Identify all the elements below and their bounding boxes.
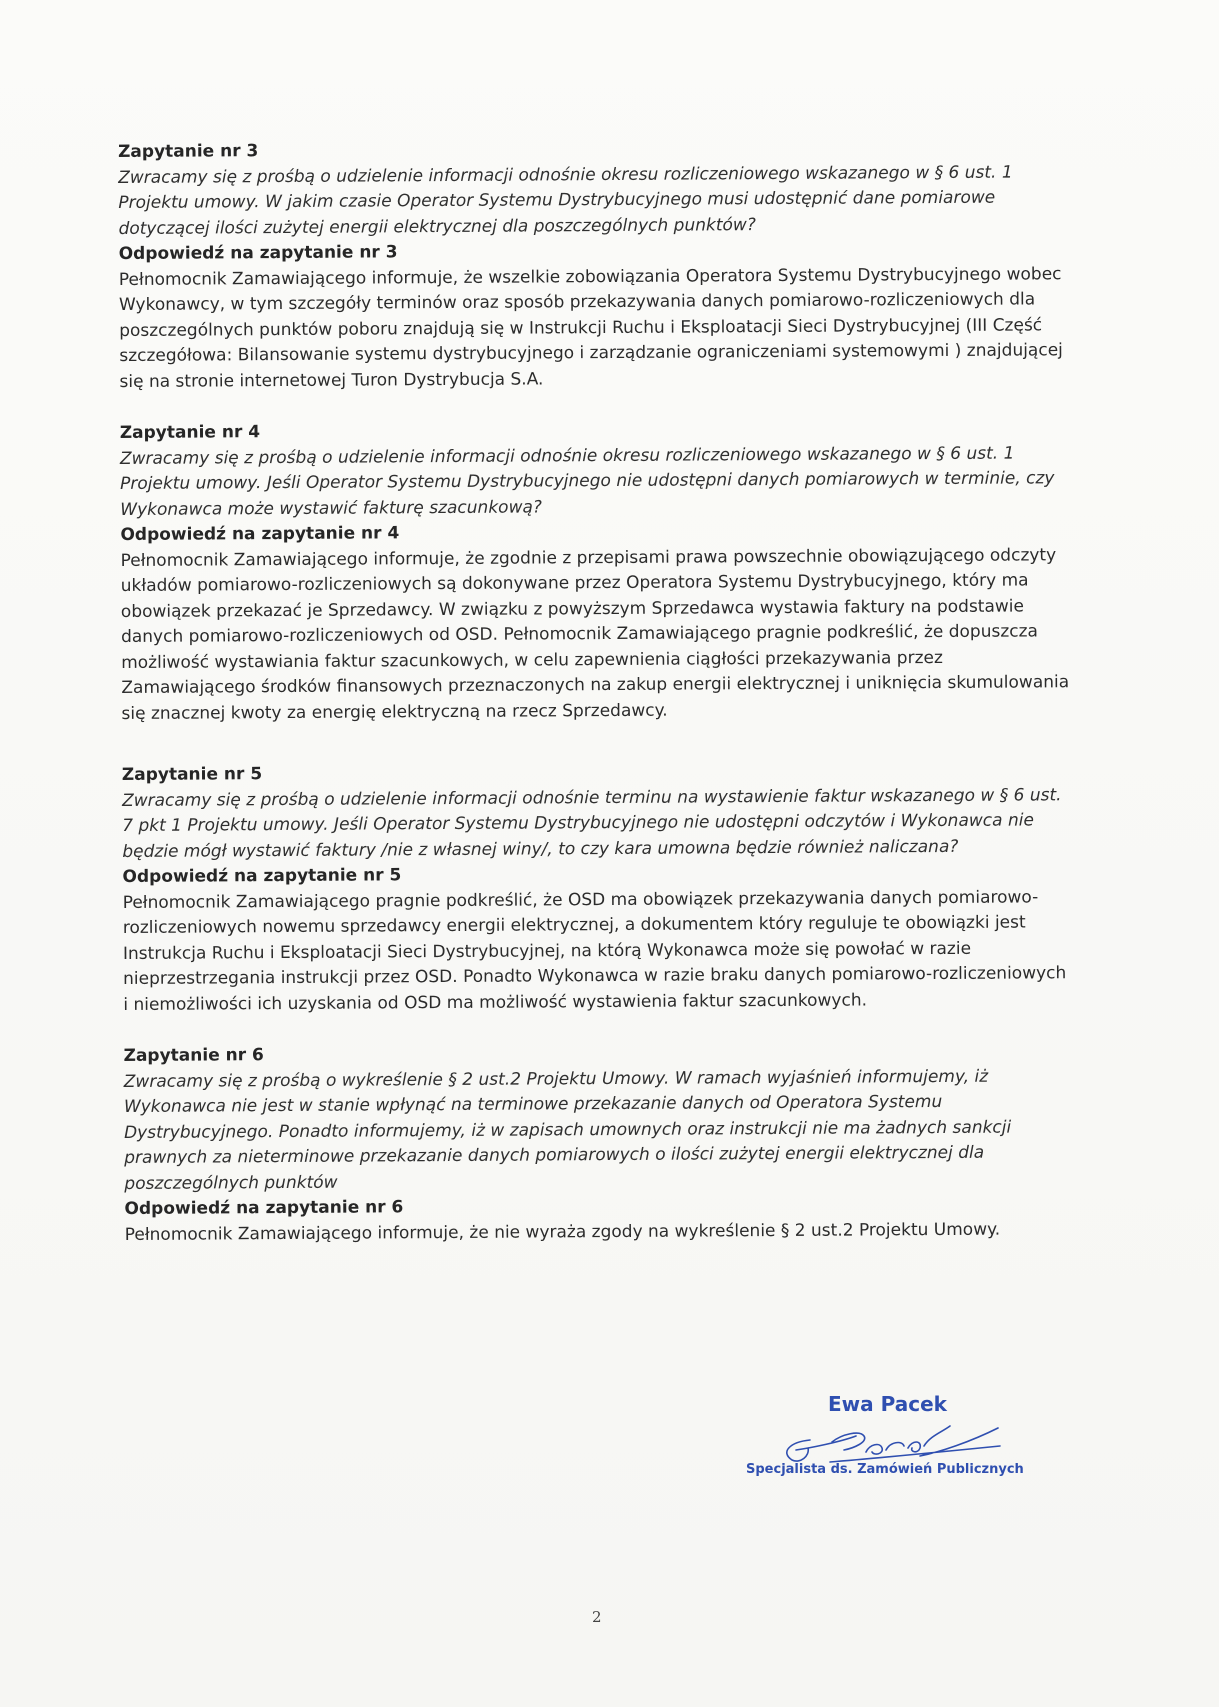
question-text: Zwracamy się z prośbą o udzielenie informacji odnośnie okresu rozliczeniowego wskazanego w § 6 ust. 1 Projektu umowy. Jeśli Operator Systemu Dystrybucyjnego nie udostępni danych pomiarowych w terminie, czy Wykonawca może wystawić fakturę szacunkową? (119, 443, 1055, 520)
qa-block-5 (122, 757, 1074, 1018)
question-text: Zwracamy się z prośbą o udzielenie informacji odnośnie terminu na wystawienie faktur wskazanego w § 6 ust. 7 pkt 1 Projektu umowy. Jeśli Operator Systemu Dystrybucyjnego nie udostępni odczytów i Wykonawca nie będzie mógł wystawić faktury /nie z własnej winy/, to czy kara umowna będzie również naliczana? (121, 784, 1062, 862)
question-text: Zwracamy się z prośbą o wykreślenie § 2 ust.2 Projektu Umowy. W ramach wyjaśnień informujemy, iż Wykonawca nie jest w stanie wpłynąć na terminowe przekazanie danych od Operatora Systemu Dystrybucyjnego. Ponadto informujemy, iż w zapisach umownych oraz instrukcji nie ma żadnych sankcji prawnych za nieterminowe przekazanie danych pomiarowych o ilości zużytej energii elektrycznej dla poszczególnych punktów (123, 1066, 1012, 1194)
answer-title: Odpowiedź na zapytanie nr 4 (120, 523, 400, 545)
answer-text: Pełnomocnik Zamawiającego informuje, że zgodnie z przepisami prawa powszechnie obowiązującego odczyty układów pomiarowo-rozliczeniowych są dokonywane przez Operatora Systemu Dystrybucyjnego, który ma obowiązek przekazać je Sprzedawcy. W związku z powyższym Sprzedawca wystawia faktury na podstawie danych pomiarowo-rozliczeniowych od OSD. Pełnomocnik Zamawiającego pragnie podkreślić, że dopuszcza możliwość wystawiania faktur szacunkowych, w celu zapewnienia ciągłości przekazywania przez Zamawiającego środków finansowych przeznaczonych na zakup energii elektrycznej i uniknięcia skumulowania się znacznej kwoty za energię elektryczną na rzecz Sprzedawcy. (120, 544, 1070, 724)
question-title: Zapytanie nr 6 (123, 1045, 264, 1066)
answer-title: Odpowiedź na zapytanie nr 3 (118, 242, 398, 264)
question-title: Zapytanie nr 3 (118, 141, 259, 162)
question-text: Zwracamy się z prośbą o udzielenie informacji odnośnie okresu rozliczeniowego wskazanego w § 6 ust. 1 Projektu umowy. W jakim czasie Operator Systemu Dystrybucyjnego musi udostępnić dane pomiarowe dotyczącej ilości zużytej energii elektrycznej dla poszczególnych punktów? (118, 162, 1013, 239)
answer-text: Pełnomocnik Zamawiającego pragnie podkreślić, że OSD ma obowiązek przekazywania danych pomiarowo-rozliczeniowych nowemu sprzedawcy energii elektrycznej, a dokumentem który reguluje te obowiązki jest Instrukcja Ruchu i Eksploatacji Sieci Dystrybucyjnej, na którą Wykonawca może się powołać w razie nieprzestrzegania instrukcji przez OSD. Ponadto Wykonawca w razie braku danych pomiarowo-rozliczeniowych i niemożliwości ich uzyskania od OSD ma możliwość wystawienia faktur szacunkowych. (122, 886, 1067, 1015)
stamp-name: Ewa Pacek (828, 1392, 947, 1416)
answer-title: Odpowiedź na zapytanie nr 5 (122, 865, 402, 887)
page-number: 2 (592, 1608, 602, 1626)
answer-title: Odpowiedź na zapytanie nr 6 (124, 1197, 404, 1219)
stamp-role: Specjalista ds. Zamówień Publicznych (746, 1462, 1024, 1477)
qa-block-6 (124, 1038, 1075, 1248)
question-title: Zapytanie nr 5 (121, 764, 263, 785)
qa-block-3 (118, 134, 1070, 395)
qa-block-4 (120, 415, 1072, 727)
document-body (118, 134, 1075, 1274)
answer-text: Pełnomocnik Zamawiającego informuje, że wszelkie zobowiązania Operatora Systemu Dystrybucyjnego wobec Wykonawcy, w tym szczegóły terminów oraz sposób przekazywania danych pomiarowo-rozliczeniowych dla poszczególnych punktów poboru znajdują się w Instrukcji Ruchu i Eksploatacji Sieci Dystrybucyjnej (III Część szczegółowa: Bilansowanie systemu dystrybucyjnego i zarządzanie ograniczeniami systemowymi ) znajdującej się na stronie internetowej Turon Dystrybucja S.A. (118, 263, 1063, 392)
signature-stamp (740, 1392, 1060, 1502)
question-title: Zapytanie nr 4 (119, 422, 261, 443)
answer-text: Pełnomocnik Zamawiającego informuje, że nie wyraża zgody na wykreślenie § 2 ust.2 Projektu Umowy. (124, 1219, 1001, 1245)
